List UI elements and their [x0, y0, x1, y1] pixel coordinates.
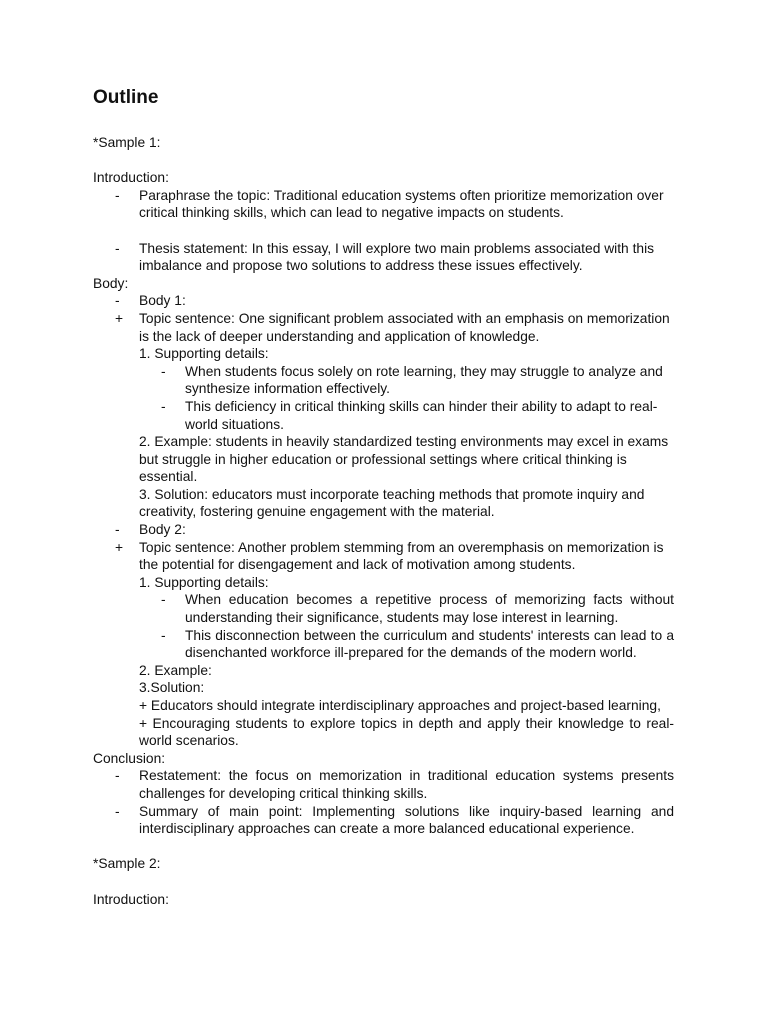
dash-marker: - [161, 627, 166, 643]
blank-line [93, 873, 674, 891]
plus-marker: + [115, 539, 124, 555]
blank-line [93, 152, 674, 170]
body2-solution-2: + Encouraging students to explore topics in depth and apply their knowledge to real-world scenarios. [139, 715, 674, 749]
body1-example: 2. Example: students in heavily standardized testing environments may excel in exams but struggle in higher education or professional settings where critical thinking is essential. [139, 434, 669, 485]
body1-solution: 3. Solution: educators must incorporate teaching methods that promote inquiry and creativity, fostering genuine engagement with the material. [139, 486, 645, 520]
body2-label: Body 2: [139, 522, 186, 538]
body2-support-2: This disconnection between the curriculum and students' interests can lead to a disenchanted workforce ill-prepared for the demands of the modern world. [185, 627, 674, 661]
list-item [93, 539, 674, 574]
conclusion-heading: Conclusion: [93, 750, 166, 766]
body2-solution-heading: 3.Solution: [139, 680, 205, 696]
blank-line [93, 222, 674, 240]
page-title: Outline [93, 87, 159, 108]
thesis-item: Thesis statement: In this essay, I will explore two main problems associated with this imbalance and propose two solutions to address these issues effectively. [139, 240, 655, 274]
sample2-introduction-heading: Introduction: [93, 891, 169, 907]
list-item [93, 363, 674, 398]
body1-label: Body 1: [139, 293, 186, 309]
dash-marker: - [161, 363, 166, 379]
dash-marker: - [115, 240, 120, 256]
paraphrase-item: Paraphrase the topic: Traditional education systems often prioritize memorization over critical thinking skills, which can lead to negative impacts on students. [139, 187, 664, 221]
body2-example: 2. Example: [139, 662, 212, 678]
list-item [93, 627, 674, 662]
dash-marker: - [115, 187, 120, 203]
document-content [93, 134, 674, 908]
list-item [93, 767, 674, 802]
dash-marker: - [115, 803, 120, 819]
dash-marker: - [115, 768, 120, 784]
dash-marker: - [161, 592, 166, 608]
body1-supporting-heading: 1. Supporting details: [139, 346, 269, 362]
body-heading: Body: [93, 275, 129, 291]
dash-marker: - [161, 398, 166, 414]
list-item [93, 292, 674, 310]
dash-marker: - [115, 522, 120, 538]
list-item [93, 591, 674, 626]
blank-line [93, 838, 674, 856]
body2-topic: Topic sentence: Another problem stemming from an overemphasis on memorization is the potential for disengagement and lack of motivation among students. [139, 539, 664, 573]
conclusion-restatement: Restatement: the focus on memorization in traditional education systems presents challenges for developing critical thinking skills. [139, 768, 674, 801]
body1-topic: Topic sentence: One significant problem associated with an emphasis on memorization is the lack of deeper understanding and application of knowledge. [139, 310, 670, 344]
list-item [93, 803, 674, 838]
body2-supporting-heading: 1. Supporting details: [139, 574, 269, 590]
sample2-label: *Sample 2: [93, 856, 161, 872]
body1-support-2: This deficiency in critical thinking skills can hinder their ability to adapt to real-world situations. [185, 398, 658, 432]
plus-marker: + [115, 310, 124, 326]
body1-support-1: When students focus solely on rote learning, they may struggle to analyze and synthesize information effectively. [185, 363, 663, 397]
list-item [93, 521, 674, 539]
dash-marker: - [115, 293, 120, 309]
body2-solution-1: + Educators should integrate interdisciplinary approaches and project-based learning, [139, 698, 661, 713]
sample1-label: *Sample 1: [93, 135, 161, 150]
list-item [93, 187, 674, 222]
sample1-introduction-heading: Introduction: [93, 170, 169, 186]
body2-support-1: When education becomes a repetitive process of memorizing facts without understanding their significance, students may lose interest in learning. [185, 592, 674, 626]
conclusion-summary: Summary of main point: Implementing solutions like inquiry-based learning and interdisciplinary approaches can create a more balanced educational experience. [139, 803, 674, 837]
list-item [93, 398, 674, 433]
list-item [93, 240, 674, 275]
list-item [93, 310, 674, 345]
